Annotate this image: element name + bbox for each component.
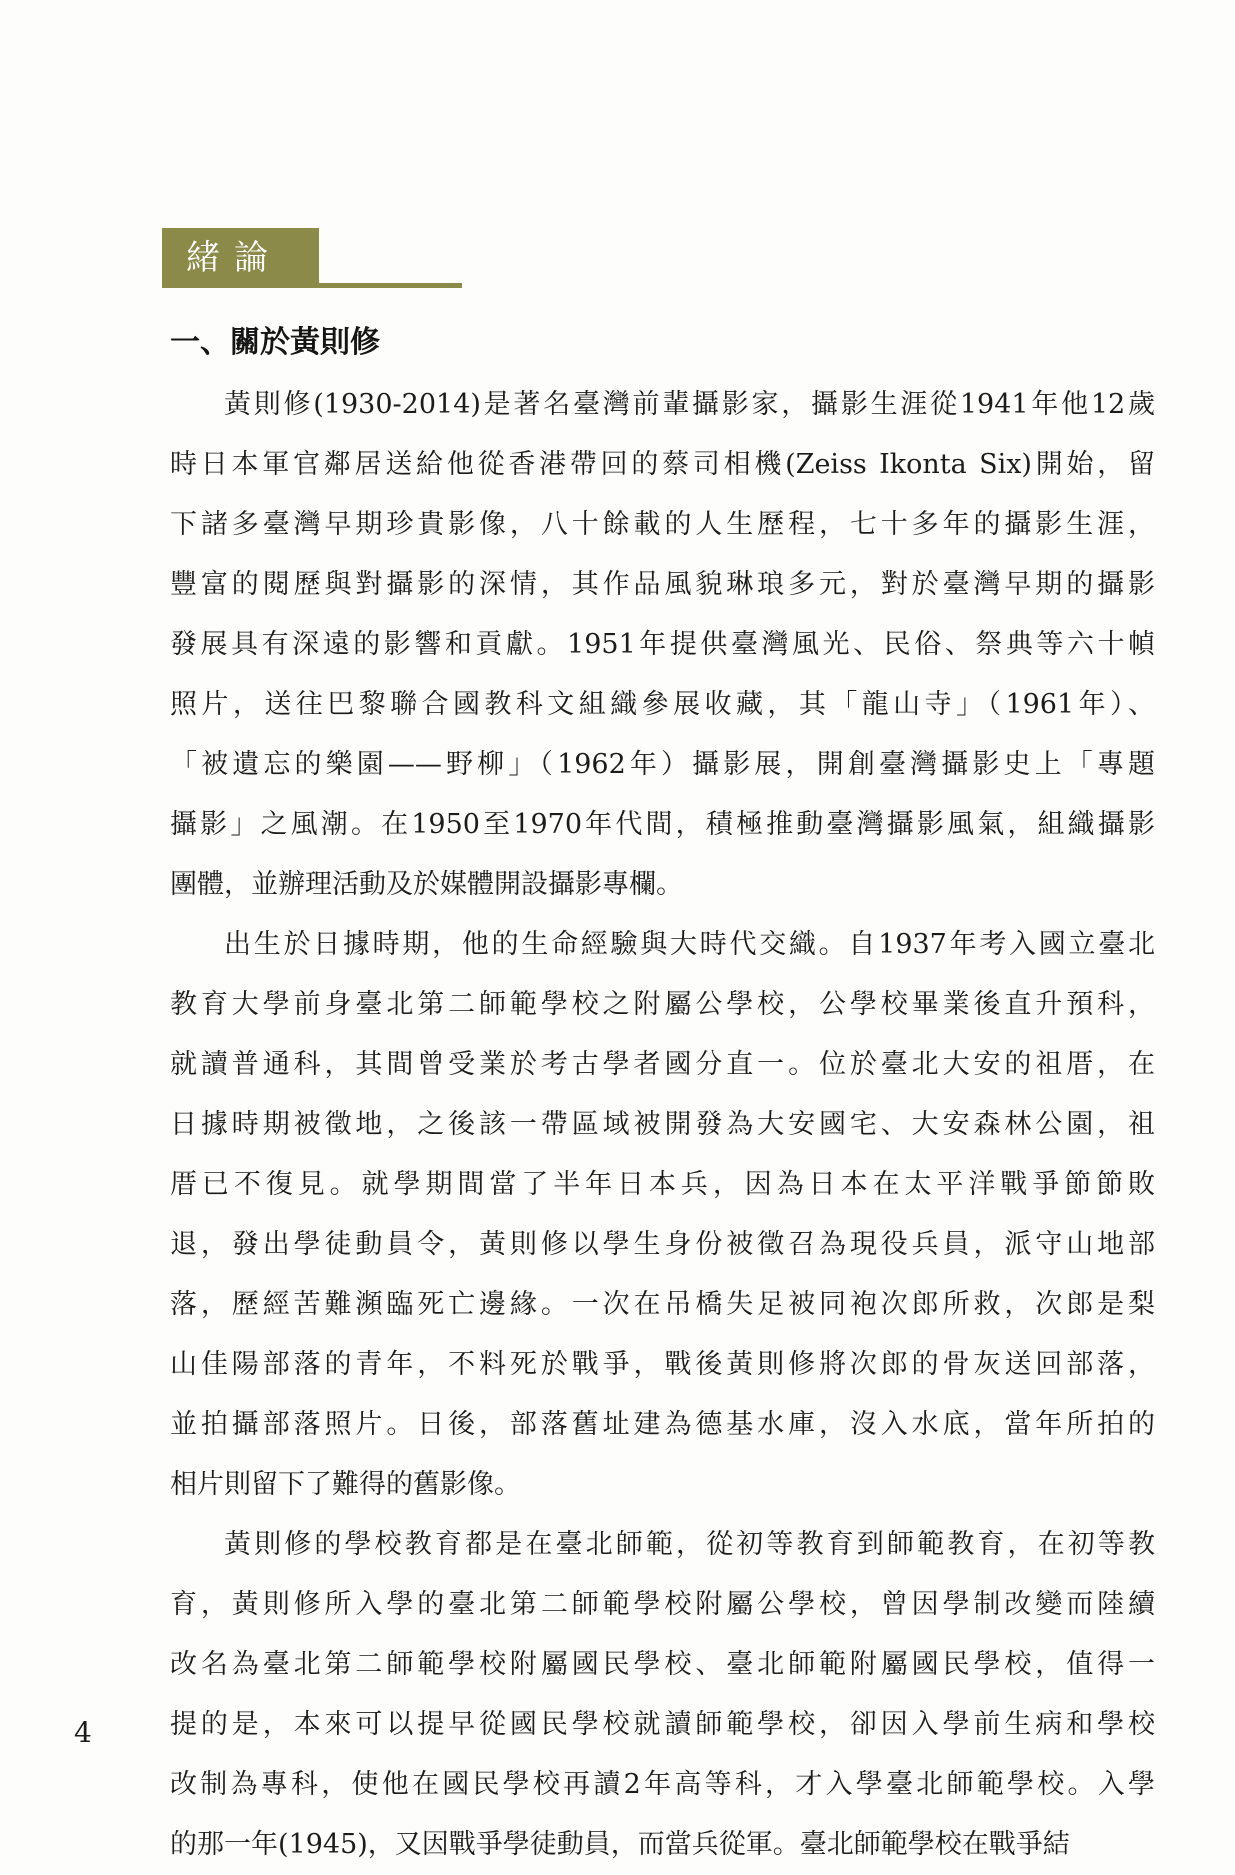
paragraph-line: 改制為專科，使他在國民學校再讀2年高等科，才入學臺北師範學校。入學: [170, 1769, 1155, 1800]
paragraph-line: 「被遺忘的樂園——野柳」（1962年）攝影展，開創臺灣攝影史上「專題: [170, 749, 1155, 780]
paragraph-line: 豐富的閱歷與對攝影的深情，其作品風貌琳琅多元，對於臺灣早期的攝影: [170, 569, 1155, 600]
paragraph-line: 相片則留下了難得的舊影像。: [170, 1469, 521, 1500]
paragraph-line: 就讀普通科，其間曾受業於考古學者國分直一。位於臺北大安的祖厝，在: [170, 1049, 1155, 1080]
paragraph-line: 團體，並辦理活動及於媒體開設攝影專欄。: [170, 869, 683, 900]
paragraph-line: 厝已不復見。就學期間當了半年日本兵，因為日本在太平洋戰爭節節敗: [170, 1169, 1155, 1200]
section-underline: [162, 283, 462, 288]
paragraph-line: 日據時期被徵地，之後該一帶區域被開發為大安國宅、大安森林公園，祖: [170, 1109, 1155, 1140]
paragraph-line: 教育大學前身臺北第二師範學校之附屬公學校，公學校畢業後直升預科，: [170, 989, 1155, 1020]
paragraph-line: 育，黃則修所入學的臺北第二師範學校附屬公學校，曾因學制改變而陸續: [170, 1589, 1155, 1620]
paragraph-line: 下諸多臺灣早期珍貴影像，八十餘載的人生歷程，七十多年的攝影生涯，: [170, 509, 1155, 540]
paragraph-line: 山佳陽部落的青年，不料死於戰爭，戰後黃則修將次郎的骨灰送回部落，: [170, 1349, 1155, 1380]
paragraph-line: 落，歷經苦難瀕臨死亡邊緣。一次在吊橋失足被同袍次郎所救，次郎是梨: [170, 1289, 1155, 1320]
paragraph-line: 出生於日據時期，他的生命經驗與大時代交織。自1937年考入國立臺北: [224, 929, 1155, 960]
paragraph-line: 改名為臺北第二師範學校附屬國民學校、臺北師範附屬國民學校，值得一: [170, 1649, 1155, 1680]
page-number: 4: [74, 1716, 92, 1749]
paragraph-line: 照片，送往巴黎聯合國教科文組織參展收藏，其「龍山寺」（1961年）、: [170, 689, 1155, 720]
body-text: [170, 375, 1155, 1875]
paragraph-line: 攝影」之風潮。在1950至1970年代間，積極推動臺灣攝影風氣，組織攝影: [170, 809, 1155, 840]
paragraph-line: 發展具有深遠的影響和貢獻。1951年提供臺灣風光、民俗、祭典等六十幀: [170, 629, 1155, 660]
paragraph-line: 退，發出學徒動員令，黃則修以學生身份被徵召為現役兵員，派守山地部: [170, 1229, 1155, 1260]
section-title-label: 緒論: [186, 238, 282, 278]
paragraph-line: 並拍攝部落照片。日後，部落舊址建為德基水庫，沒入水底，當年所拍的: [170, 1409, 1155, 1440]
paragraph-line: 的那一年(1945)，又因戰爭學徒動員，而當兵從軍。臺北師範學校在戰爭結: [170, 1829, 1070, 1860]
section-title-tab: [162, 228, 319, 288]
paragraph-line: 黃則修的學校教育都是在臺北師範，從初等教育到師範教育，在初等教: [224, 1529, 1155, 1560]
paragraph-line: 提的是，本來可以提早從國民學校就讀師範學校，卻因入學前生病和學校: [170, 1709, 1155, 1740]
paragraph-line: 黃則修(1930-2014)是著名臺灣前輩攝影家，攝影生涯從1941年他12歲: [224, 389, 1155, 420]
chapter-heading: 一、關於黃則修: [170, 325, 380, 360]
paragraph-line: 時日本軍官鄰居送給他從香港帶回的蔡司相機(Zeiss Ikonta Six)開始，留: [170, 449, 1155, 480]
